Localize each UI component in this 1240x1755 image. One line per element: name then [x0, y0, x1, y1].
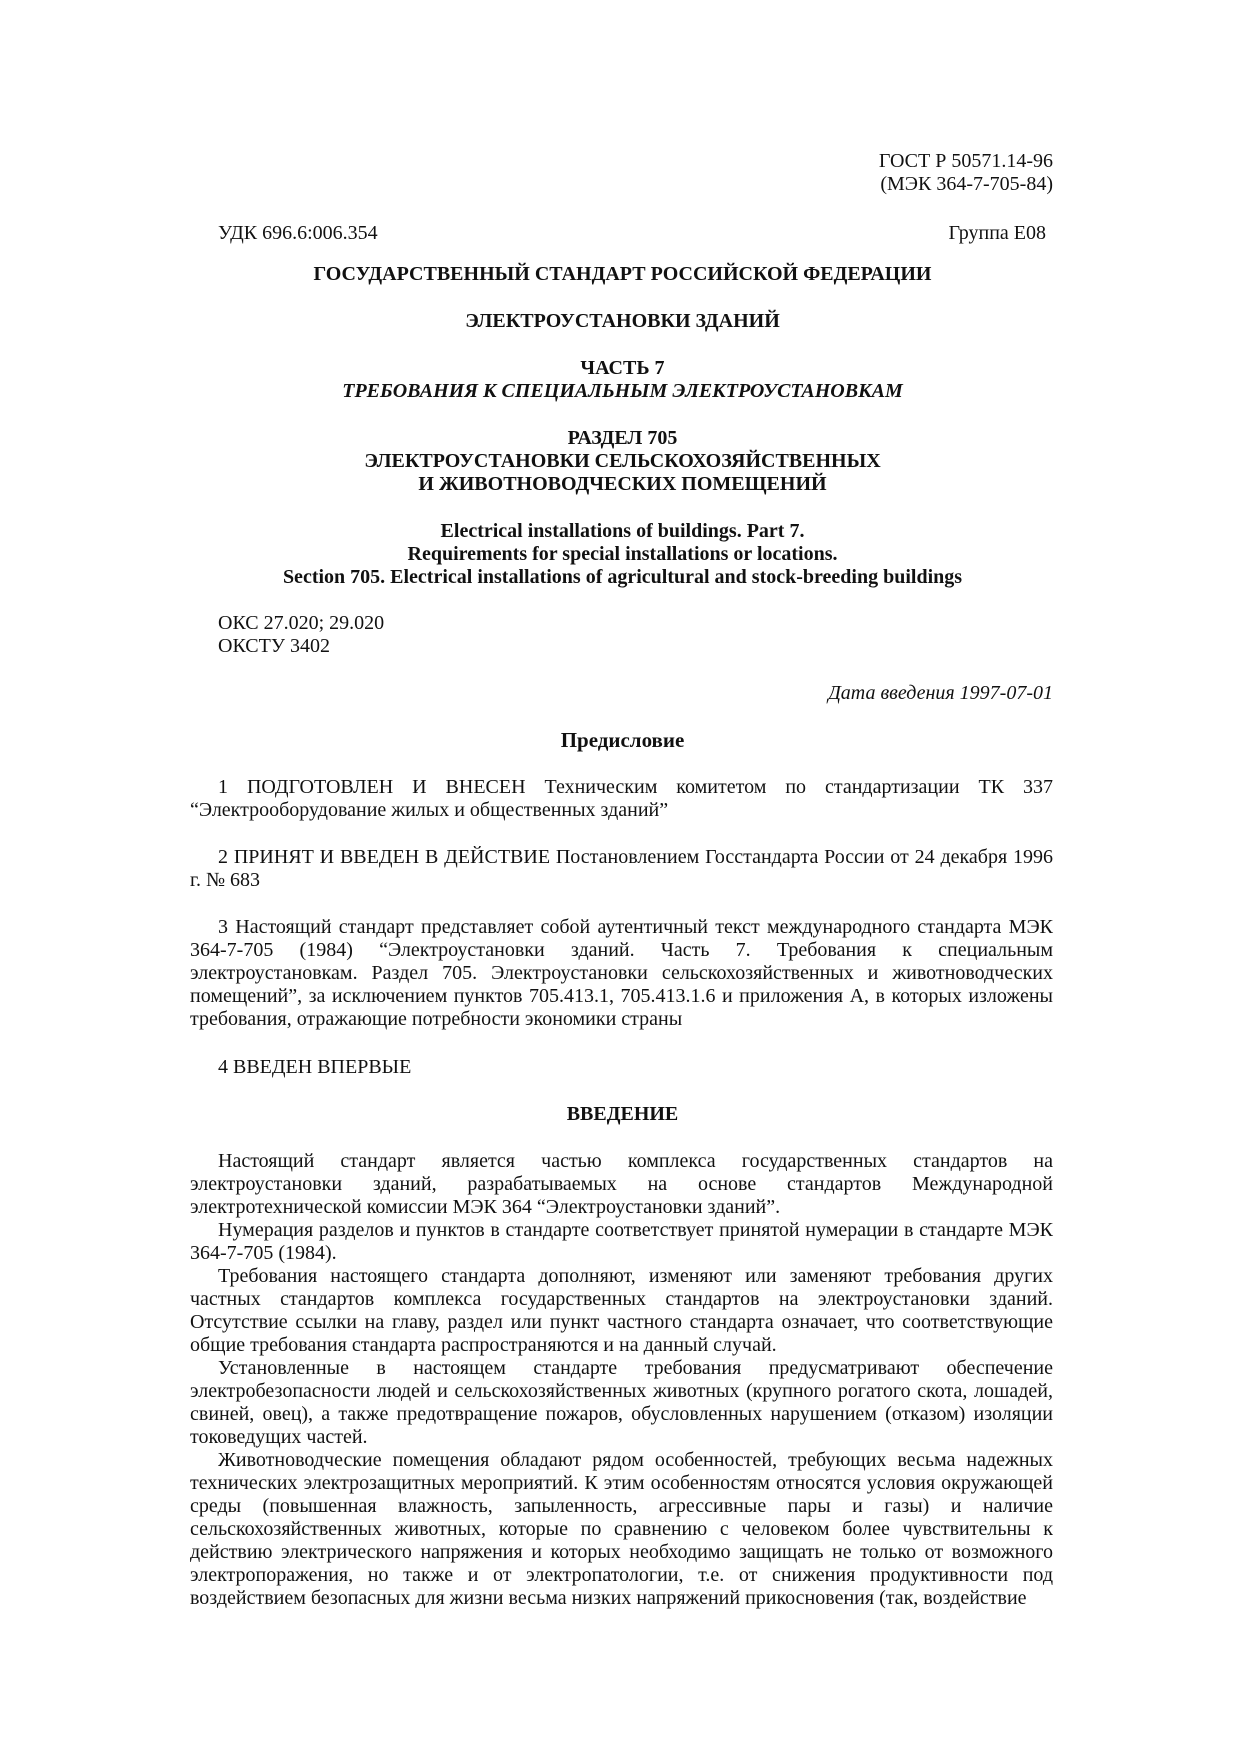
standard-title: ГОСУДАРСТВЕННЫЙ СТАНДАРТ РОССИЙСКОЙ ФЕДЕРАЦИИ: [313, 263, 932, 285]
foreword-item-4: 4 ВВЕДЕН ВПЕРВЫЕ: [218, 1056, 412, 1078]
introduction-text: [190, 1150, 1053, 1610]
standard-designation: [879, 150, 1053, 196]
foreword-item-1: 1 ПОДГОТОВЛЕН И ВНЕСЕН Техническим комитетом по стандартизации ТК 337 “Электрооборудование жилых и общественных зданий”: [190, 776, 1053, 821]
english-title-line-1: Electrical installations of buildings. Part 7.: [440, 520, 805, 542]
english-title-line-2: Requirements for special installations or locations.: [407, 543, 838, 565]
okstu-code: ОКСТУ 3402: [218, 635, 331, 657]
intro-paragraph-3: Требования настоящего стандарта дополняют, изменяют или заменяют требования других частных стандартов комплекса государственных стандартов на электроустановки зданий. Отсутствие ссылки на главу, раздел или пункт частного стандарта означает, что соответствующие общие требования стандарта распространяются и на данный случай.: [190, 1265, 1053, 1356]
effective-date: Дата введения 1997-07-01: [828, 682, 1053, 704]
main-title: ЭЛЕКТРОУСТАНОВКИ ЗДАНИЙ: [465, 310, 780, 332]
intro-paragraph-1: Настоящий стандарт является частью комплекса государственных стандартов на электроустановки зданий, разрабатываемых на основе стандартов Международной электротехнической комиссии МЭК 364 “Электроустановки зданий”.: [190, 1150, 1053, 1218]
intro-paragraph-5: Животноводческие помещения обладают рядом особенностей, требующих весьма надежных технических электрозащитных мероприятий. К этим особенностям относятся условия окружающей среды (повышенная влажность, запыленность, агрессивные пары и газы) и наличие сельскохозяйственных животных, которые по сравнению с человеком более чувствительны к действию электрического напряжения и которых необходимо защищать не только от возможного электропоражения, но также и от электропатологии, т.е. от снижения продуктивности под воздействием безопасных для жизни весьма низких напряжений прикосновения (так, воздействие: [190, 1449, 1053, 1609]
english-title-line-3: Section 705. Electrical installations of agricultural and stock-breeding buildings: [282, 566, 963, 588]
gost-number: ГОСТ Р 50571.14-96: [878, 150, 1053, 172]
foreword-item-2: 2 ПРИНЯТ И ВВЕДЕН В ДЕЙСТВИЕ Постановлением Госстандарта России от 24 декабря 1996 г. № 683: [190, 846, 1053, 891]
classification-codes: [218, 612, 384, 658]
introduction-heading: ВВЕДЕНИЕ: [566, 1103, 679, 1125]
part-label: ЧАСТЬ 7: [580, 357, 665, 379]
group-code: Группа Е08: [948, 222, 1046, 244]
section-title-line-2: И ЖИВОТНОВОДЧЕСКИХ ПОМЕЩЕНИЙ: [418, 473, 827, 495]
oks-code: ОКС 27.020; 29.020: [218, 612, 385, 634]
intro-paragraph-2: Нумерация разделов и пунктов в стандарте соответствует принятой нумерации в стандарте МЭК 364-7-705 (1984).: [190, 1219, 1053, 1264]
part-title: ТРЕБОВАНИЯ К СПЕЦИАЛЬНЫМ ЭЛЕКТРОУСТАНОВКАМ: [342, 380, 903, 402]
foreword-item-3: 3 Настоящий стандарт представляет собой аутентичный текст международного стандарта МЭК 364-7-705 (1984) “Электроустановки зданий. Часть 7. Требования к специальным электроустановкам. Раздел 705. Электроустановки сельскохозяйственных и животноводческих помещений”, за исключением пунктов 705.413.1, 705.413.1.6 и приложения А, в которых изложены требования, отражающие потребности экономики страны: [190, 916, 1053, 1030]
iec-number: (МЭК 364-7-705-84): [880, 173, 1053, 195]
section-title-line-1: ЭЛЕКТРОУСТАНОВКИ СЕЛЬСКОХОЗЯЙСТВЕННЫХ: [364, 450, 881, 472]
intro-paragraph-4: Установленные в настоящем стандарте требования предусматривают обеспечение электробезопасности людей и сельскохозяйственных животных (крупного рогатого скота, лошадей, свиней, овец), а также предотвращение пожаров, обусловленных нарушением (отказом) изоляции токоведущих частей.: [190, 1357, 1053, 1448]
section-label: РАЗДЕЛ 705: [567, 427, 678, 449]
foreword-heading: Предисловие: [560, 728, 685, 752]
udk-code: УДК 696.6:006.354: [218, 222, 378, 244]
